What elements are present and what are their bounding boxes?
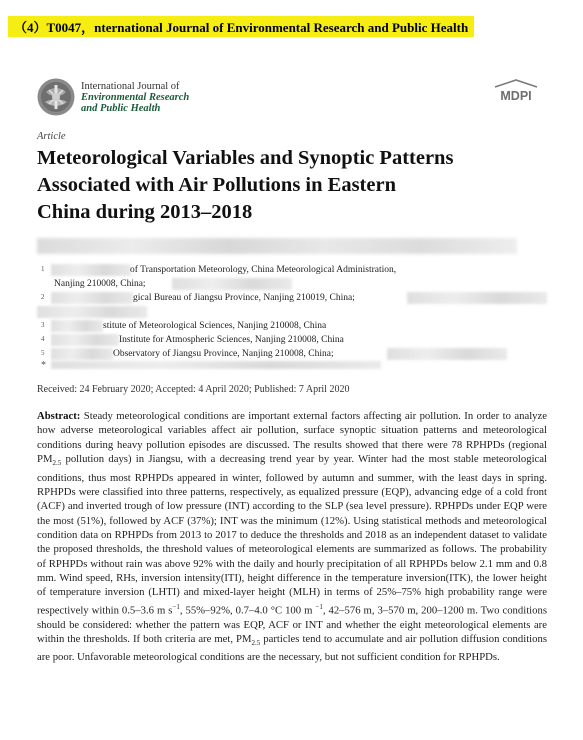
pm-subscript: 2.5 [251,639,261,647]
title-line1: Meteorological Variables and Synoptic Patterns [37,147,454,169]
pm-subscript: 2.5 [52,459,62,468]
article-type: Article [37,131,66,142]
redacted-text [51,292,133,304]
redacted-text [51,348,113,360]
correspondence-marker: * [41,360,46,371]
redacted-text [51,264,131,276]
abstract-label: Abstract: [37,410,81,422]
redacted-text [51,334,119,346]
abstract-text-5: particles tend to accumulate and air pollution diffusion conditions are poor. Unfavorable meteorological conditions are the necessary, but not sufficient condition for RPHPDs. [37,632,547,664]
redacted-correspondence [51,361,381,369]
affiliation-number: 5 [41,349,45,357]
journal-name-line2: Environmental Research [81,91,190,103]
abstract-text-3: , 55%–92%, 0.7–4.0 °C 100 m [179,604,316,617]
redacted-email [407,292,547,304]
redacted-line [37,306,147,318]
affiliation-text: of Transportation Meteorology, China Meteorological Administration, [130,265,397,275]
affiliation-text: gical Bureau of Jiangsu Province, Nanjing 210019, China; [133,293,355,303]
journal-name [81,81,189,114]
abstract [37,409,547,665]
affiliation-text: stitute of Meteorological Sciences, Nanjing 210008, China [103,321,327,331]
redacted-text [51,320,103,332]
abstract-text-1: Steady meteorological conditions are important external factors affecting air pollution. In order to analyze how adverse meteorological variables affect air pollution, surface synoptic situation patterns and meteorological conditions during heavy pollution episodes are discussed. The results showed that there were 78 RPHPDs (regional PM [37,410,547,466]
affiliation-number: 2 [41,293,45,301]
journal-logo-icon [37,78,75,116]
affiliation-5 [37,348,547,362]
affiliation-text: Observatory of Jiangsu Province, Nanjing 210008, China; [113,349,334,359]
correspondence [37,361,547,373]
article-title [37,145,517,226]
redacted-authors [37,238,517,254]
journal-header [37,74,189,120]
affiliation-number: 4 [41,335,45,343]
journal-name-line3: and Public Health [81,102,161,114]
title-line3: China during 2013–2018 [37,201,253,223]
abstract-text-2: pollution days) in Jiangsu, with a decreasing trend year by year. Winter had the most stable meteorological conditions, thus most RPHPDs appeared in winter, followed by autumn and summer, with the least days in spring. RPHPDs were classified into three patterns, respectively, as equalized pressure (EQP), advancing edge of a cold front (ACF) and inverted trough of low pressure (INT) according to the SLP (sea level pressure). RPHPDs under EQP were the most (51%), followed by ACF (37%); INT was the minimum (12%). Using statistical methods and meteorological condition data on RPHPDs from 2013 to 2017 to deduce the thresholds and 2018 as an independent dataset to validate the proposed thresholds, the threshold values of meteorological elements are summarized as follows. The probability of RPHPDs without rain was above 92% with the daily and hourly precipitation of all RPHPDs below 2.1 mm and 0.8 mm. Wind speed, RHs, inversion intensity(ITI), height difference in the temperature inversion(ITK), the lower height of temperature inversion (LHTI) and mixed-layer height (MLH) in terms of 25%–75% high probability range were respectively within 0.5–3.6 m s [37,453,547,617]
publication-dates: Received: 24 February 2020; Accepted: 4 April 2020; Published: 7 April 2020 [37,384,350,395]
journal-name-line1: International Journal of [81,80,180,92]
highlight-caption: （4）T0047，nternational Journal of Environmental Research and Public Health [8,16,474,37]
affiliation-3 [37,320,547,334]
redacted-email [387,348,507,360]
publisher-name: MDPI [500,89,532,103]
affiliation-text-line2: Nanjing 210008, China; [54,279,146,289]
affiliation-2 [37,292,547,306]
abstract-text-4: , 42–576 m, 3–570 m, 200–1200 m. Two conditions should be considered: whether the pattern was EQP, ACF or INT and whether the eight meteorological elements are within the thresholds. If both criteria are met, PM [37,604,547,645]
unit-superscript: −1 [315,602,323,611]
affiliation-number: 1 [41,265,45,273]
affiliation-number: 3 [41,321,45,329]
affiliation-4 [37,334,547,348]
title-line2: Associated with Air Pollutions in Eastern [37,174,396,196]
mdpi-logo-icon [493,78,539,104]
redacted-email [172,278,292,290]
unit-superscript: −1 [172,602,180,611]
affiliation-text: Institute for Atmospheric Sciences, Nanjing 210008, China [119,335,344,345]
affiliation-1 [37,264,547,290]
